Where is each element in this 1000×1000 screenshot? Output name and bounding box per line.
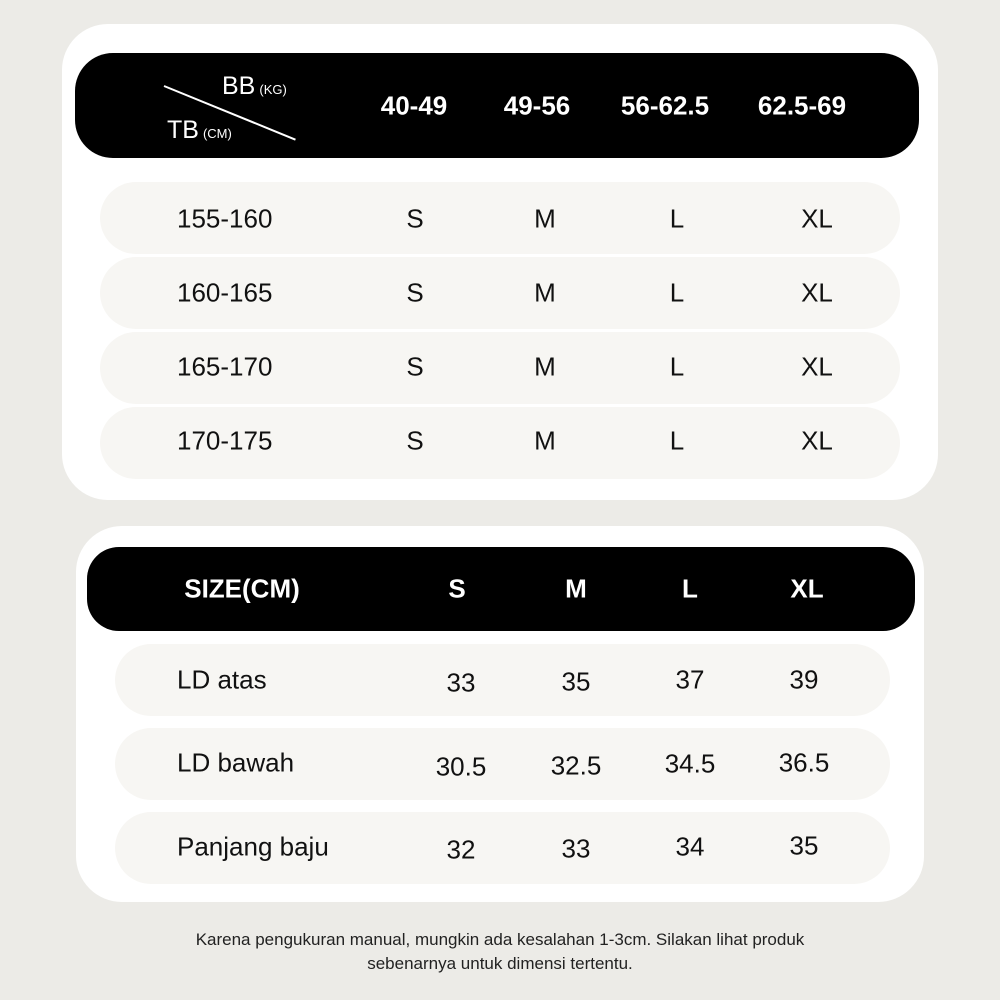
size-cell: S: [406, 425, 424, 456]
size-cell: XL: [801, 425, 833, 456]
size-cell: M: [534, 351, 556, 382]
size-cell: XL: [801, 203, 833, 234]
table2-column-header: XL: [790, 573, 824, 604]
row-height-label: 165-170: [177, 351, 273, 382]
size-cell: L: [669, 425, 685, 456]
measurement-cell: 39: [789, 664, 819, 695]
table1-column-header: 40-49: [380, 90, 448, 121]
table2-column-header: M: [565, 573, 587, 604]
measurement-cell: 32: [446, 834, 476, 865]
size-cell: L: [669, 203, 685, 234]
table1-column-header: 56-62.5: [620, 90, 710, 121]
measurement-disclaimer-note: [100, 928, 900, 976]
row-height-label: 170-175: [177, 425, 273, 456]
table1-column-header: 49-56: [503, 90, 571, 121]
corner-height-label: TB (CM): [167, 116, 232, 144]
measurement-label: LD atas: [177, 664, 267, 695]
row-height-label: 155-160: [177, 203, 273, 234]
row-height-label: 160-165: [177, 277, 273, 308]
size-cell: L: [669, 351, 685, 382]
measurement-cell: 32.5: [550, 750, 602, 781]
measurement-cell: 34: [675, 831, 705, 862]
measurement-cell: 35: [561, 666, 591, 697]
measurement-cell: 33: [446, 667, 476, 698]
measurement-label: LD bawah: [177, 747, 295, 778]
measurement-cell: 37: [675, 664, 705, 695]
measurement-cell: 34.5: [664, 748, 716, 779]
size-cell: S: [406, 277, 424, 308]
corner-weight-label: BB (KG): [222, 72, 287, 100]
size-cm-header: SIZE(CM): [184, 573, 300, 604]
measurement-cell: 36.5: [778, 747, 830, 778]
note-line: Karena pengukuran manual, mungkin ada kesalahan 1-3cm. Silakan lihat produk: [195, 930, 805, 949]
table2-column-header: S: [448, 573, 466, 604]
measurement-cell: 35: [789, 830, 819, 861]
measurement-cell: 30.5: [435, 751, 487, 782]
size-cell: S: [406, 203, 424, 234]
note-line: sebenarnya untuk dimensi tertentu.: [367, 954, 633, 973]
size-cell: XL: [801, 277, 833, 308]
table2-column-header: L: [682, 573, 698, 604]
size-cell: M: [534, 277, 556, 308]
size-cell: M: [534, 203, 556, 234]
size-cell: XL: [801, 351, 833, 382]
size-cell: M: [534, 425, 556, 456]
size-cell: L: [669, 277, 685, 308]
size-cell: S: [406, 351, 424, 382]
measurement-label: Panjang baju: [177, 831, 329, 862]
measurement-cell: 33: [561, 833, 591, 864]
table1-column-header: 62.5-69: [757, 90, 847, 121]
